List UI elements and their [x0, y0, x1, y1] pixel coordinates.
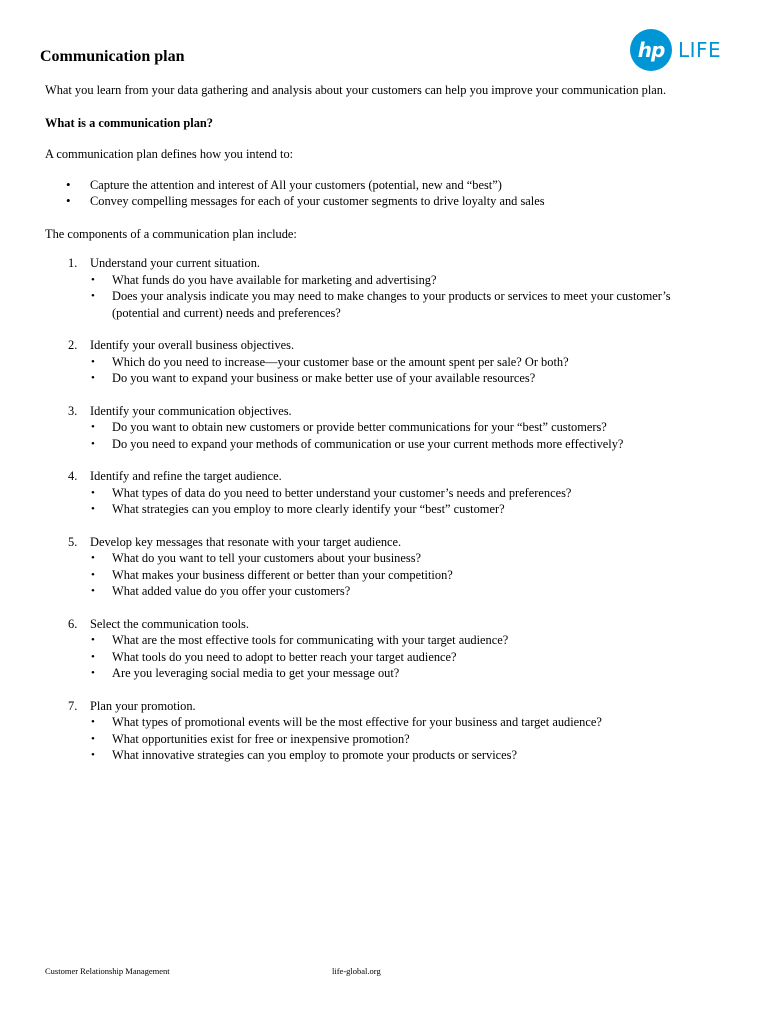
step-number: 3. — [68, 403, 78, 418]
step-questions — [45, 632, 685, 682]
step-questions — [45, 714, 685, 764]
list-item: • Capture the attention and interest of All your customers (potential, new and “best”) — [45, 177, 685, 194]
step-heading — [45, 698, 685, 715]
step-item — [45, 468, 685, 518]
question-item: • What makes your business different or better than your competition? — [45, 567, 685, 584]
step-heading — [45, 337, 685, 354]
logo-text: LIFE — [678, 38, 722, 62]
question-item: • Does your analysis indicate you may need to make changes to your products or services to meet your customer’s (potential and current) needs and preferences? — [45, 288, 685, 321]
step-number: 1. — [68, 256, 78, 270]
step-item — [45, 255, 685, 321]
components-list — [45, 255, 685, 764]
step-title: Select the communication tools. — [90, 616, 249, 631]
step-number: 5. — [68, 534, 78, 549]
intend-list — [45, 177, 685, 210]
question-item: • What tools do you need to adopt to better reach your target audience? — [45, 649, 685, 666]
list-item: • Convey compelling messages for each of your customer segments to drive loyalty and sales — [45, 193, 685, 210]
question-item: • What funds do you have available for marketing and advertising? — [45, 272, 685, 289]
page-title: Communication plan — [40, 48, 185, 65]
question-item: • Which do you need to increase—your customer base or the amount spent per sale? Or both? — [45, 354, 685, 371]
question-item: • What types of promotional events will be the most effective for your business and target audience? — [45, 714, 685, 731]
lead-paragraph: A communication plan defines how you intend to: — [45, 147, 294, 161]
step-number: 2. — [68, 338, 78, 352]
step-number: 6. — [68, 616, 78, 631]
step-item — [45, 337, 685, 387]
step-number: 4. — [68, 469, 78, 483]
question-item: • Are you leveraging social media to get your message out? — [45, 665, 685, 682]
question-item: • What opportunities exist for free or inexpensive promotion? — [45, 731, 685, 748]
question-item: • What types of data do you need to better understand your customer’s needs and preferences? — [45, 485, 685, 502]
question-item: • Do you want to obtain new customers or provide better communications for your “best” customers? — [45, 419, 685, 436]
section-subheading: What is a communication plan? — [45, 115, 213, 130]
step-questions — [45, 550, 685, 600]
step-title: Identify and refine the target audience. — [90, 469, 282, 483]
step-item — [45, 698, 685, 764]
step-questions — [45, 485, 685, 518]
step-heading — [45, 255, 685, 272]
footer-website: life-global.org — [332, 966, 381, 976]
step-item — [45, 616, 685, 682]
step-title: Identify your communication objectives. — [90, 403, 292, 418]
footer-course-name: Customer Relationship Management — [45, 966, 170, 976]
question-item: • What strategies can you employ to more clearly identify your “best” customer? — [45, 501, 685, 518]
step-item — [45, 403, 685, 453]
step-heading — [45, 468, 685, 485]
document-body — [45, 82, 685, 780]
question-item: • What added value do you offer your customers? — [45, 583, 685, 600]
step-item — [45, 534, 685, 600]
step-heading — [45, 534, 685, 551]
question-item: • What do you want to tell your customers about your business? — [45, 550, 685, 567]
step-heading — [45, 616, 685, 633]
question-item: • What innovative strategies can you employ to promote your products or services? — [45, 747, 685, 764]
step-title: Plan your promotion. — [90, 698, 196, 713]
step-number: 7. — [68, 698, 78, 713]
question-item: • Do you want to expand your business or make better use of your available resources? — [45, 370, 685, 387]
intro-paragraph: What you learn from your data gathering and analysis about your customers can help you improve your communication plan. — [45, 83, 667, 97]
hp-logo-icon: hp — [630, 29, 672, 71]
step-questions — [45, 272, 685, 322]
question-item: • Do you need to expand your methods of communication or use your current methods more effectively? — [45, 436, 685, 453]
step-title: Understand your current situation. — [90, 256, 260, 270]
components-lead: The components of a communication plan include: — [45, 226, 297, 241]
step-title: Develop key messages that resonate with your target audience. — [90, 534, 402, 549]
step-heading — [45, 403, 685, 420]
question-item: • What are the most effective tools for communicating with your target audience? — [45, 632, 685, 649]
step-questions — [45, 419, 685, 452]
step-questions — [45, 354, 685, 387]
step-title: Identify your overall business objectives. — [90, 338, 295, 352]
hp-life-logo — [630, 28, 721, 72]
